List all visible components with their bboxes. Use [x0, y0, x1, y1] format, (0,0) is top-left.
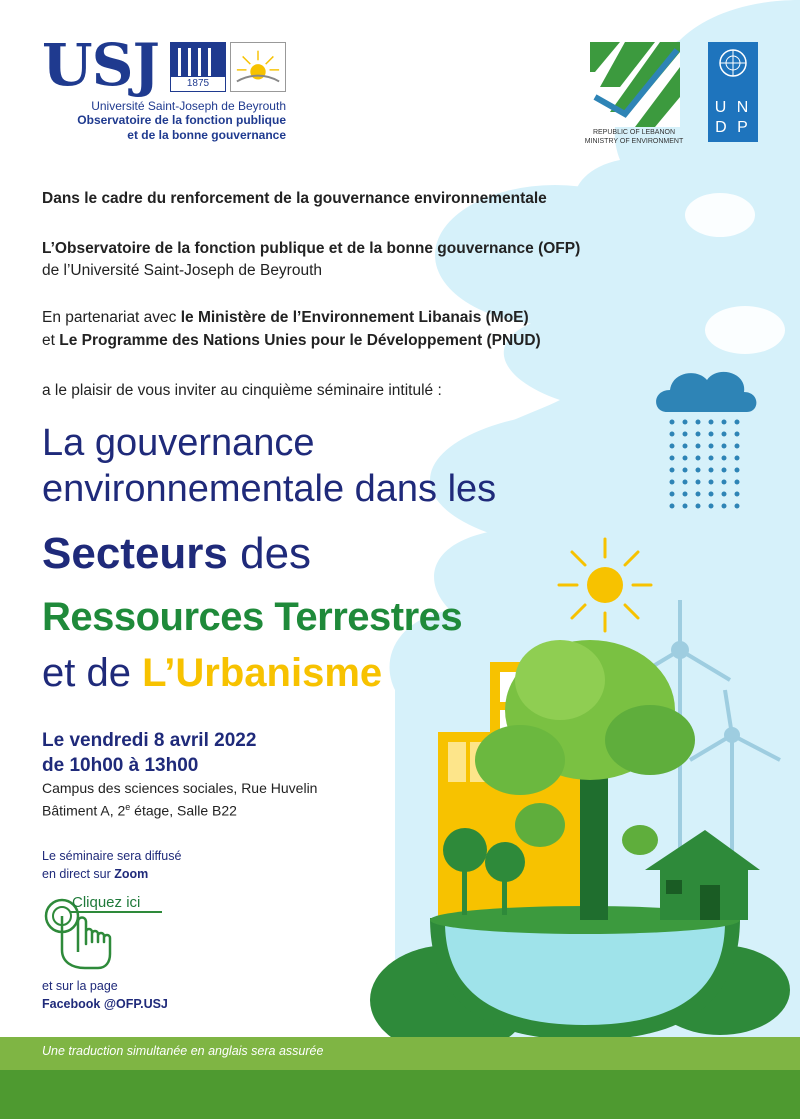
title-secteurs: Secteurs des — [42, 529, 312, 578]
broadcast-line1: Le séminaire sera diffusé — [42, 849, 182, 863]
usj-logo-text: USJ — [42, 31, 159, 99]
ofp-name: L’Observatoire de la fonction publique et de la bonne gouvernance (OFP) — [42, 240, 581, 257]
title-line2: environnementale dans les — [42, 468, 497, 510]
partner-moe: En partenariat avec le Ministère de l’Environnement Libanais (MoE) — [42, 309, 529, 326]
translation-notice: Une traduction simultanée en anglais sera assurée — [42, 1044, 324, 1058]
undp-letters — [708, 98, 758, 138]
moe-line2: MINISTRY OF ENVIRONMENT — [584, 138, 684, 145]
title-urbanisme: et de L’Urbanisme — [42, 651, 383, 695]
title-line1: La gouvernance — [42, 422, 315, 464]
observatory-line2: et de la bonne gouvernance — [127, 128, 286, 142]
rain-cloud-icon — [652, 360, 762, 520]
ofp-university: de l’Université Saint-Joseph de Beyrouth — [42, 262, 323, 279]
seminar-title — [42, 420, 496, 512]
eco-city-illustration — [360, 600, 800, 1040]
facebook-line1: et sur la page — [42, 979, 118, 993]
address-line1: Campus des sciences sociales, Rue Huvelin — [42, 780, 318, 796]
footer-bottom-band — [0, 1070, 800, 1119]
observatory-name — [40, 113, 286, 143]
address-line2: Bâtiment A, 2e étage, Salle B22 — [42, 802, 237, 819]
facebook-info — [42, 977, 168, 1013]
event-address — [42, 779, 317, 821]
undp-row1: U N — [714, 99, 752, 116]
partner-pnud: et Le Programme des Nations Unies pour le Développement (PNUD) — [42, 332, 541, 349]
ministry-environment-text — [578, 128, 690, 146]
undp-row2: D P — [715, 119, 751, 136]
university-name: Université Saint-Joseph de Beyrouth — [91, 99, 286, 113]
moe-line1: REPUBLIC OF LEBANON — [592, 129, 676, 136]
intro-line1: Dans le cadre du renforcement de la gouvernance environnementale — [42, 190, 547, 207]
usj-year: 1875 — [170, 76, 226, 92]
broadcast-line2: en direct sur Zoom — [42, 867, 149, 881]
un-emblem-icon — [718, 48, 748, 78]
event-time: de 10h00 à 13h00 — [42, 755, 199, 776]
ofp-sunrise-icon — [230, 42, 286, 92]
click-here-link[interactable]: Cliquez ici — [72, 894, 141, 911]
event-date: Le vendredi 8 avril 2022 — [42, 730, 257, 751]
observatory-line1: Observatoire de la fonction publique — [77, 113, 286, 127]
broadcast-info — [42, 847, 181, 883]
facebook-line2: Facebook @OFP.USJ — [42, 997, 168, 1011]
invite-line: a le plaisir de vous inviter au cinquième séminaire intitulé : — [42, 382, 442, 399]
ministry-environment-logo — [585, 42, 685, 127]
title-ressources: Ressources Terrestres — [42, 595, 463, 639]
